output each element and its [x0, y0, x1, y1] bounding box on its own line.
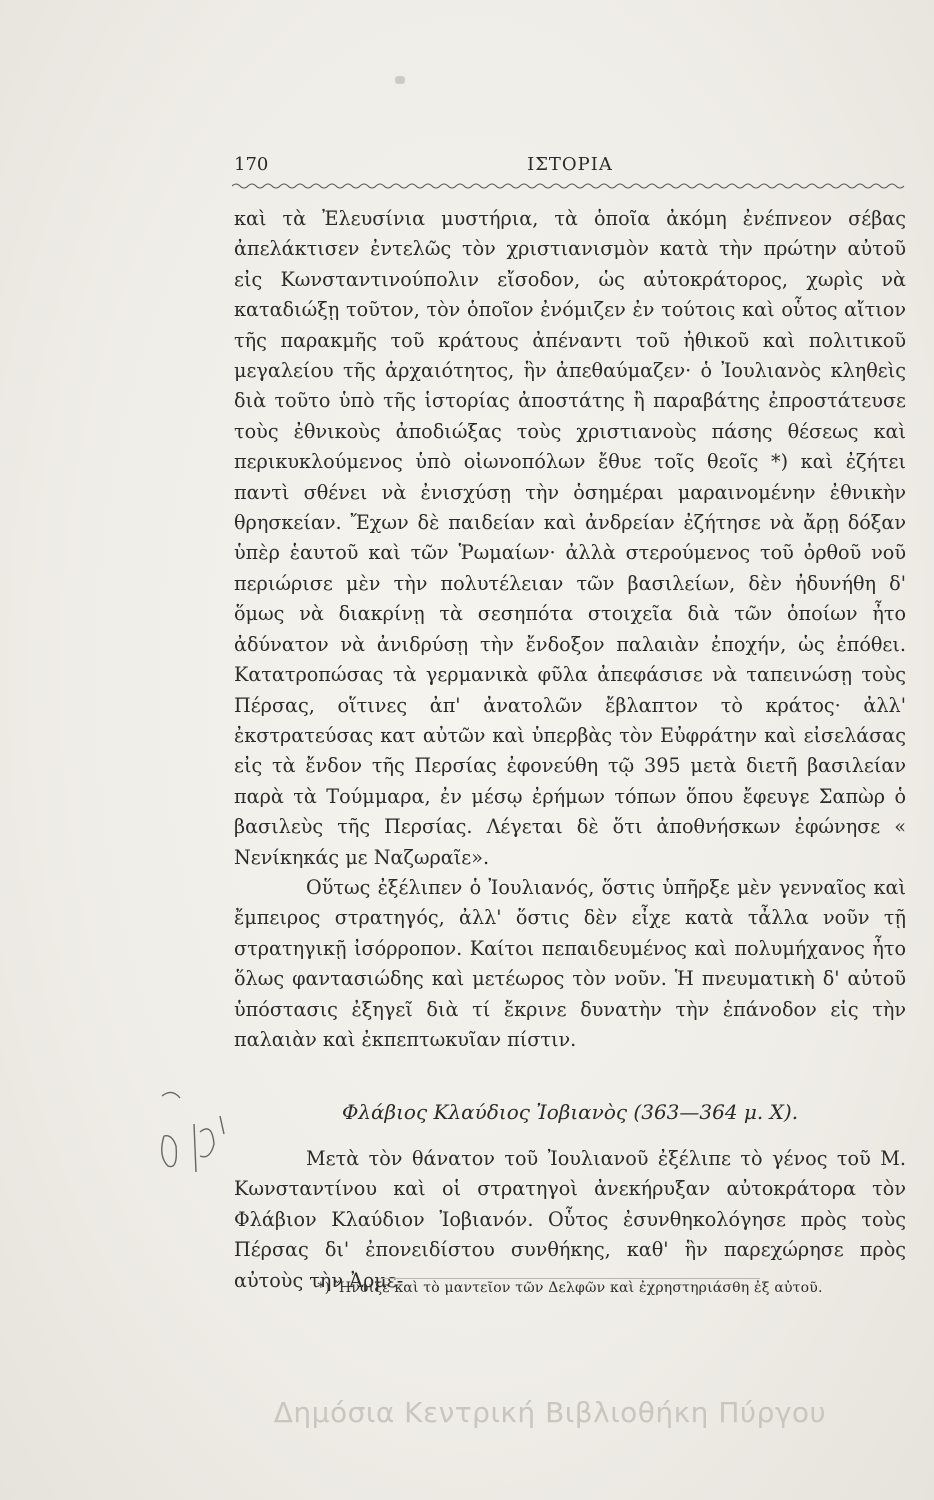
- section-text: [234, 1144, 906, 1296]
- paragraph-2: Οὕτως ἐξέλιπεν ὁ Ἰουλιανός, ὅστις ὑπῆρξε μὲν γενναῖος καὶ ἔμπειρος στρατηγός, ἀλλ' ὅστις δὲν εἶχε κατὰ τἆλλα νοῦν τῇ στρατηγικῇ ἰσόρροπον. Καίτοι πεπαιδευμένος καὶ πολυμήχανος ἦτο ὅλως φαντασιώδης καὶ μετέωρος τὸν νοῦν. Ἡ πνευματικὴ δ' αὐτοῦ ὑπόστασις ἐξηγεῖ διὰ τί ἔκρινε δυνατὴν τὴν ἐπάνοδον εἰς τὴν παλαιὰν καὶ ἐκπεπτωκυῖαν πίστιν.: [234, 875, 906, 1051]
- footnote-divider: [380, 1278, 760, 1279]
- page-number: 170: [234, 154, 269, 175]
- section-title: Φλάβιος Κλαύδιος Ἰοβιανὸς (363—364 μ. Χ).: [341, 1100, 799, 1124]
- paragraph-1: καὶ τὰ Ἐλευσίνια μυστήρια, τὰ ὁποῖα ἀκόμη ἐνέπνεον σέβας ἀπελάκτισεν ἐντελῶς τὸν χριστιανισμὸν κατὰ τὴν πρώτην αὐτοῦ εἰς Κωνσταντινούπολιν εἴσοδον, ὡς αὐτοκράτορος, χωρὶς νὰ καταδιώξῃ τοῦτον, τὸν ὁποῖον ἐνόμιζεν ἐν τούτοις καὶ οὗτος αἴτιον τῆς παρακμῆς τοῦ κράτους ἀπέναντι τοῦ ἠθικοῦ καὶ πολιτικοῦ μεγαλείου τῆς ἀρχαιότητος, ἣν ἀπεθαύμαζεν· ὁ Ἰουλιανὸς κληθεὶς διὰ τοῦτο ὑπὸ τῆς ἱστορίας ἀποστάτης ἢ παραβάτης ἐπροστάτευσε τοὺς ἐθνικοὺς ἀποδιώξας τοὺς χριστιανοὺς πάσης θέσεως καὶ περικυκλούμενος ὑπὸ οἰωνοπόλων ἔθυε τοῖς θεοῖς *) καὶ ἐζήτει παντὶ σθένει νὰ ἐνισχύσῃ τὴν ὁσημέραι μαραινομένην ἐθνικὴν θρησκείαν. Ἔχων δὲ παιδείαν καὶ ἀνδρείαν ἐζήτησε νὰ ἄρῃ δόξαν ὑπὲρ ἑαυτοῦ καὶ τῶν Ῥωμαίων· ἀλλὰ στερούμενος τοῦ ὀρθοῦ νοῦ περιώρισε μὲν τὴν πολυτέλειαν τῶν βασιλείων, δὲν ἠδυνήθη δ' ὅμως νὰ διακρίνῃ τὰ σεσηπότα στοιχεῖα διὰ τῶν ὁποίων ἦτο ἀδύνατον νὰ ἀνιδρύσῃ τὴν ἔνδοξον παλαιὰν ἐποχήν, ὡς ἐπόθει. Κατατροπώσας τὰ γερμανικὰ φῦλα ἀπεφάσισε νὰ ταπεινώσῃ τοὺς Πέρσας, οἵτινες ἀπ' ἀνατολῶν ἔβλαπτον τὸ κράτος· ἀλλ' ἐκστρατεύσας κατ αὐτῶν καὶ ὑπερβὰς τὸν Εὐφράτην καὶ εἰσελάσας εἰς τὰ ἔνδον τῆς Περσίας ἐφονεύθη τῷ 395 μετὰ διετῆ βασιλείαν παρὰ τὰ Τούμμαρα, ἐν μέσῳ ἐρήμων τόπων ὅπου ἔφευγε Σαπὼρ ὁ βασιλεὺς τῆς Περσίας. Λέγεται δὲ ὅτι ἀποθνήσκων ἐφώνησε « Νενίκηκάς με Ναζωραῖε».: [234, 207, 906, 869]
- section-paragraph: Μετὰ τὸν θάνατον τοῦ Ἰουλιανοῦ ἐξέλιπε τὸ γένος τοῦ Μ. Κωνσταντίνου καὶ οἱ στρατηγοὶ ἀνεκήρυξαν αὐτοκράτορα τὸν Φλάβιον Κλαύδιον Ἰοβιανόν. Οὗτος ἐσυνθηκολόγησε πρὸς τοὺς Πέρσας δι' ἐπονειδίστου συνθήκης, καθ' ἣν παρεχώρησε πρὸς αὐτοὺς τὴν Ἀρμε-: [234, 1147, 906, 1292]
- running-title: ΙΣΤΟΡΙΑ: [527, 154, 613, 175]
- footnote: *) Ἤνοιξε καὶ τὸ μαντεῖον τῶν Δελφῶν καὶ ἐχρηστηριάσθη ἐξ αὐτοῦ.: [317, 1280, 823, 1296]
- running-header: [234, 154, 906, 182]
- library-watermark: Δημόσια Κεντρική Βιβλιοθήκη Πύργου: [273, 1396, 827, 1429]
- paper-blemish: [395, 76, 405, 84]
- wavy-rule: [232, 180, 908, 192]
- body-text: [234, 204, 906, 1055]
